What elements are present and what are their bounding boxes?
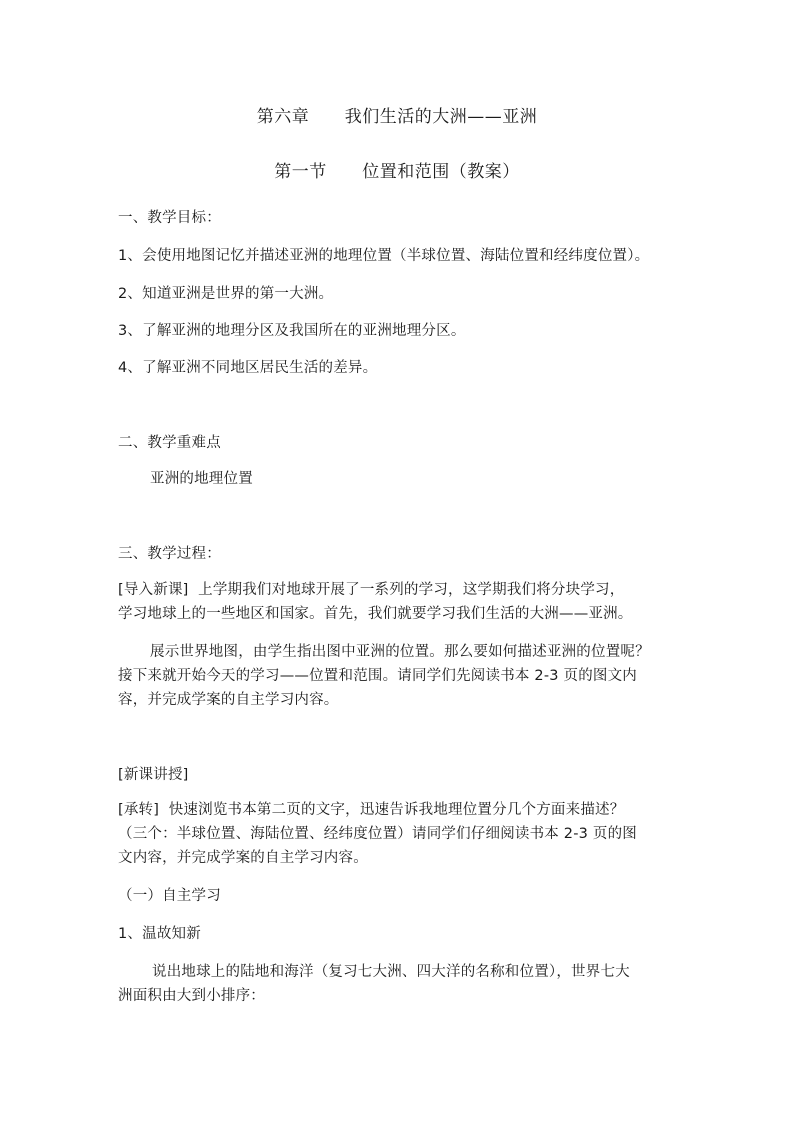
transition-line: 文内容，并完成学案的自主学习内容。: [118, 850, 368, 866]
objective-item: 1、会使用地图记忆并描述亚洲的地理位置（半球位置、海陆位置和经纬度位置）。: [118, 248, 650, 264]
self-study-heading: （一）自主学习: [118, 888, 221, 904]
transition-line: （三个：半球位置、海陆位置、经纬度位置）请同学们仔细阅读书本 2-3 页的图: [118, 826, 637, 842]
show-line: 接下来就开始今天的学习——位置和范围。请同学们先阅读书本 2-3 页的图文内: [118, 668, 637, 684]
intro-line: 学习地球上的一些地区和国家。首先，我们就要学习我们生活的大洲——亚洲。: [118, 606, 633, 622]
objective-item: 2、知道亚洲是世界的第一大洲。: [118, 286, 334, 302]
objective-item: 4、了解亚洲不同地区居民生活的差异。: [118, 360, 378, 376]
review-heading: 1、温故知新: [118, 926, 201, 942]
keypoints-text: 亚洲的地理位置: [150, 471, 253, 487]
new-lesson-heading: [新课讲授]: [118, 767, 189, 783]
intro-line: [导入新课] 上学期我们对地球开展了一系列的学习，这学期我们将分块学习，: [118, 582, 625, 598]
review-line: 说出地球上的陆地和海洋（复习七大洲、四大洋的名称和位置），世界七大: [152, 964, 630, 980]
show-line: 容，并完成学案的自主学习内容。: [118, 692, 339, 708]
keypoints-heading: 二、教学重难点: [118, 435, 221, 451]
process-heading: 三、教学过程：: [118, 546, 221, 562]
objectives-heading: 一、教学目标：: [118, 210, 221, 226]
show-line: 展示世界地图，由学生指出图中亚洲的位置。那么要如何描述亚洲的位置呢？: [150, 644, 650, 660]
objective-item: 3、了解亚洲的地理分区及我国所在的亚洲地理分区。: [118, 323, 466, 339]
chapter-title: 第六章 我们生活的大洲——亚洲: [256, 107, 538, 127]
section-title: 第一节 位置和范围（教案）: [274, 162, 520, 182]
review-line: 洲面积由大到小排序：: [118, 988, 265, 1004]
transition-line: [承转] 快速浏览书本第二页的文字，迅速告诉我地理位置分几个方面来描述？: [118, 802, 625, 818]
